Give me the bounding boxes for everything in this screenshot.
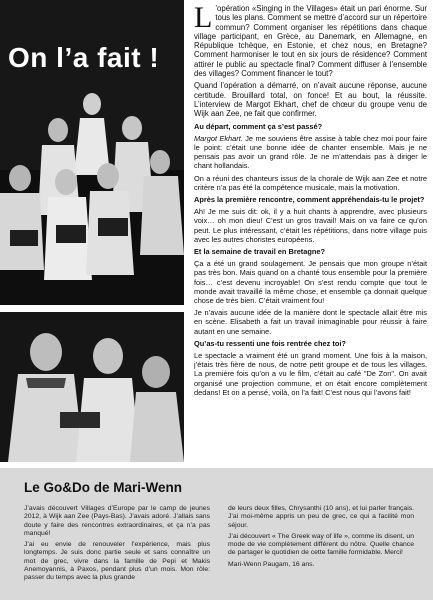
duet-photo	[0, 312, 184, 462]
answer-2: Ah! Je me suis dit: ok, il y a huit chants à apprendre, avec plusieurs voix… oh mon dieu! C’est un gros travail! Mais on va faire ce qu’on peut. Le plus intéressant, c’était les répétitions, dans notre village puis avec les autres choristes européens.	[194, 207, 427, 244]
testimonial-paragraph-2: J’ai eu envie de renouveler l’expérience, mais plus longtemps. Je suis donc partie seule et sans connaître un mot de grec, vivre dans la famille de Pepi et Makis Anemoyannis, à Paxos, pendant plus d’un mois. Mon rôle: passer du temps avec la plus grande	[24, 541, 210, 582]
answer-1-text: Je me souviens être assise à table chez moi pour faire le point: c’était une bonne idée de chanter ensemble. Mais je ne pensais pas avoir un grand rôle. Je ne m’attendais pas à diriger le chant hollandais.	[194, 133, 428, 171]
testimonial-title: Le Go&Do de Mari-Wenn	[24, 480, 183, 495]
question-4: Qu’as-tu ressenti une fois rentrée chez toi?	[194, 338, 346, 348]
testimonial-paragraph-1: J’avais découvert Villages d’Europe par le camp de jeunes 2012, à Wijk aan Zee (Pays-Bas). J’avais adoré. J’allais sans doute y faire des rencontres extraordinaires, et ça n’a pas manqué!	[24, 505, 210, 537]
choir-photo	[0, 0, 184, 305]
interviewee-name: Margot Ekhart.	[194, 133, 243, 143]
testimonial-paragraph-4: J’ai découvert « The Greek way of life », comme ils disent, un mode de vie complètement différent du nôtre. Quelle chance de partager le quotidien de cette famille formidable. Merci!	[228, 532, 414, 557]
testimonial-paragraph-3: de leurs deux filles, Chrysanthi (10 ans), et lui parler français. J’ai moi-même appris un peu de grec, ce qui a facilité mon séjour.	[228, 505, 414, 529]
answer-3: Ça a été un grand soulagement. Je pensais que mon groupe n’était pas très bon. Mais quand on a chanté tous ensemble pour la première fois… c’est devenu incroyable! On s’est rendu compte que tout le monde avait travaillé la même chose, et ensemble ça donnait quelque chose de très bien. C’était vraiment fou!	[194, 259, 427, 306]
testimonial-right-column	[228, 505, 414, 572]
article-title: On l’a fait !	[8, 42, 160, 73]
answer-1b: On a réuni des chanteurs issus de la chorale de Wijk aan Zee et notre critère n’a pas été la compétence musicale, mais la motivation.	[194, 173, 427, 192]
answer-1	[194, 134, 427, 171]
answer-3b: Je n’avais aucune idée de la manière dont le spectacle allait être mis en scène. Elisabeth a fait un travail inimaginable pour réussir à faire autant en une semaine.	[194, 308, 427, 336]
intro-paragraph-2: Quand l’opération a démarré, on n’avait aucune réponse, aucune certitude. Brouillard total, on fonce! Et au bout, la réussite. L’interview de Margot Ekhart, chef de chœur du groupe venu de Wijk aan Zee, ne fait que confirmer.	[194, 81, 427, 119]
article-body	[194, 1, 428, 400]
question-3: Et la semaine de travail en Bretagne?	[194, 247, 326, 256]
question-1: Au départ, comment ça s’est passé?	[194, 121, 323, 131]
question-2: Après la première rencontre, comment appréhendais-tu le projet?	[194, 194, 425, 204]
answer-4: Le spectacle a vraiment été un grand moment. Une fois à la maison, j’étais très fière de nous, de notre petit groupe et de tous les villages. La première fois qu’on a vu le film, c’était au café "De Zon". On avait organisé une projection commune, et on était encore complètement dedans! Et on a pensé, voilà, on l’a fait! C’est nous qui l’avons fait!	[194, 351, 427, 397]
duet-photo-illustration	[0, 312, 184, 462]
testimonial-left-column	[24, 505, 210, 586]
drop-cap: L	[194, 1, 213, 34]
intro-text: ’opération «Singing in the Villages» était un pari énorme. Sur tous les plans. Comment se mettre d’accord sur un répertoire commun? Comment organiser les répétitions dans chaque village participant, en Grèce, au Danemark, en Allemagne, en République tchèque, en Estonie, et chez nous, en Bretagne? Comment harmoniser le tout en six jours de résidence? Comment attirer le public au spectacle final? Comment diffuser à l’ensemble des villages? Comment financer le tout?	[194, 4, 427, 79]
intro-paragraph	[194, 1, 427, 79]
testimonial-signature: Mari-Wenn Paugam, 16 ans.	[228, 560, 315, 568]
